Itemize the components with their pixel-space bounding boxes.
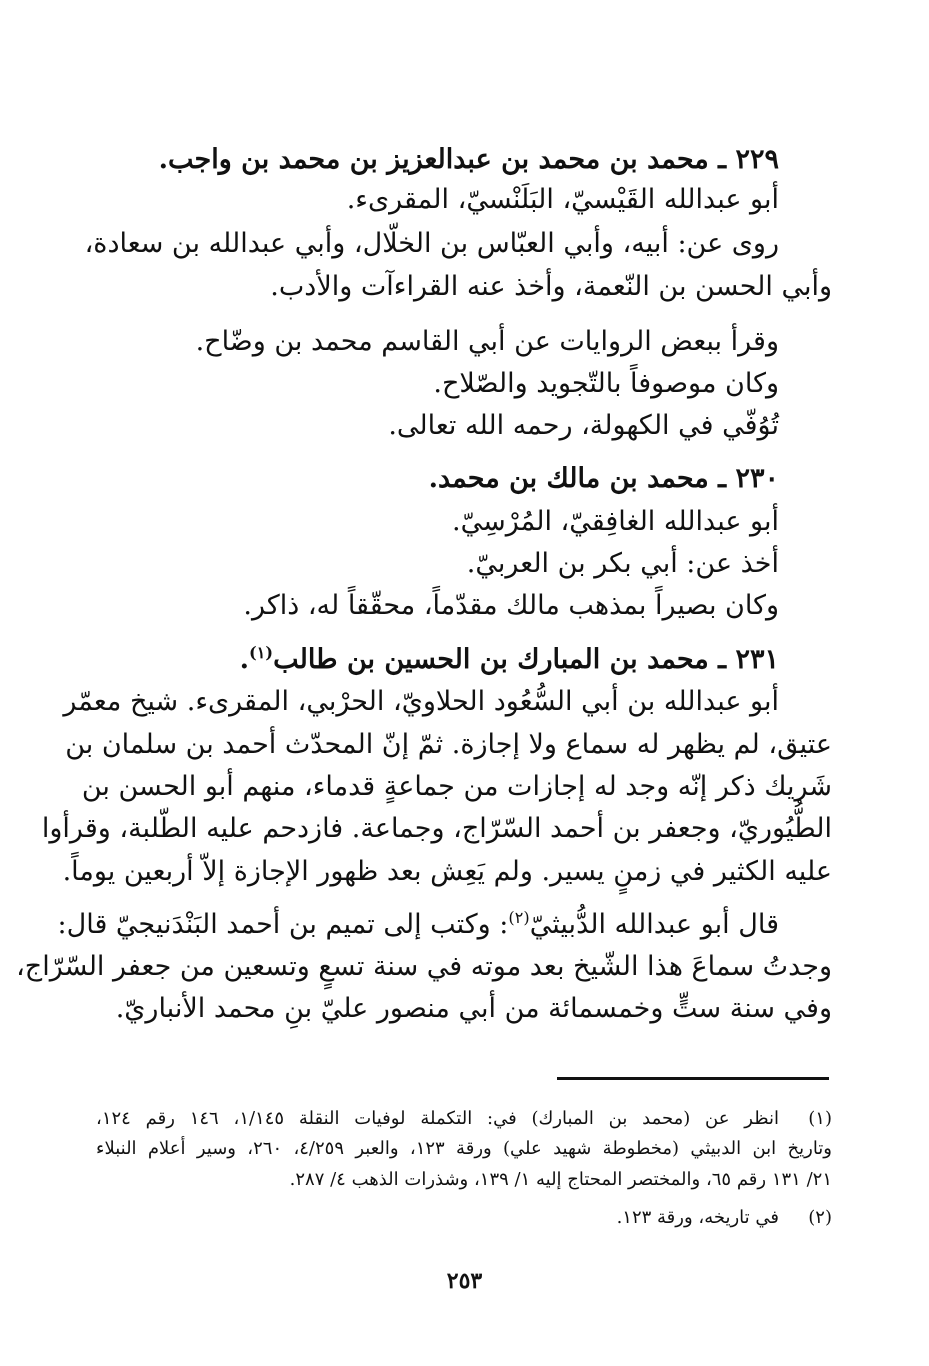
- footnote-separator: [557, 1077, 829, 1080]
- entry-229-line-3: وأبي الحسن بن النّعمة، وأخذ عنه القراءآت والأدب.: [270, 271, 832, 302]
- entry-231-quote-line-1: [57, 908, 780, 940]
- entry-231-line-2: عتيق، لم يظهر له سماع ولا إجازة. ثمّ إنّ المحدّث أحمد بن سلمان بن: [65, 729, 832, 760]
- entry-231-quote-line-2: وجدتُ سماعَ هذا الشّيخ بعد موته في سنة تسعٍ وتسعين من جعفر السّرّاج،: [16, 951, 832, 982]
- entry-231-line-5: عليه الكثير في زمنٍ يسير. ولم يَعِش بعد ظهور الإجازة إلاّ أربعين يوماً.: [62, 856, 832, 887]
- footnote-1-line-1: انظر عن (محمد بن المبارك) في: التكملة لوفيات النقلة ١/١٤٥، ١٤٦ رقم ١٢٤،: [96, 1108, 780, 1129]
- entry-229-line-4: وقرأ ببعض الروايات عن أبي القاسم محمد بن وضّاح.: [195, 326, 779, 357]
- quote-rest: : وكتب إلى تميم بن أحمد البَنْدَنيجيّ قال:: [57, 909, 509, 940]
- footnote-1-number: (١): [808, 1108, 832, 1129]
- entry-230-heading: ٢٣٠ ـ محمد بن مالك بن محمد.: [428, 463, 779, 494]
- entry-229-line-6: تُوُفّي في الكهولة، رحمه الله تعالى.: [388, 410, 779, 441]
- footnote-ref-1: (١): [249, 643, 274, 662]
- footnote-2-line-1: في تاريخه، ورقة ١٢٣.: [616, 1207, 779, 1228]
- entry-231-quote-line-3: وفي سنة ستٍّ وخمسمائة من أبي منصور عليّ بنِ محمد الأنباريّ.: [115, 993, 832, 1024]
- entry-231-line-4: الطُّيُوريّ، وجعفر بن أحمد السّرّاج، وجماعة. فازدحم عليه الطّلبة، وقرأوا: [41, 813, 832, 844]
- footnote-1-line-2: وتاريخ ابن الدبيثي (مخطوطة شهيد علي) ورقة ١٢٣، والعبر ٤/٢٥٩، ٢٦٠، وسير أعلام النبلاء: [96, 1138, 833, 1159]
- entry-229-line-2: روى عن: أبيه، وأبي العبّاس بن الخلّال، وأبي عبدالله بن سعادة،: [84, 228, 779, 259]
- footnote-ref-2: (٢): [508, 908, 530, 927]
- entry-229-heading: ٢٢٩ ـ محمد بن محمد بن عبدالعزيز بن محمد بن واجب.: [158, 144, 779, 175]
- entry-230-line-2: أخذ عن: أبي بكر بن العربيّ.: [466, 548, 779, 579]
- entry-231-line-1: أبو عبدالله بن أبي السُّعُود الحلاويّ، الحرْبي، المقرىء. شيخ معمّر: [63, 686, 779, 717]
- entry-231-heading-end: .: [239, 644, 250, 675]
- entry-231-heading-text: ٢٣١ ـ محمد بن المبارك بن الحسين بن طالب: [273, 644, 779, 675]
- page-number: ٢٥٣: [446, 1268, 483, 1294]
- entry-229-line-5: وكان موصوفاً بالتّجويد والصّلاح.: [433, 368, 779, 399]
- entry-230-line-1: أبو عبدالله الغافِقيّ، المُرْسِيّ.: [452, 506, 779, 537]
- entry-229-line-1: أبو عبدالله القَيْسيّ، البَلَنْسيّ، المقرىء.: [346, 184, 779, 215]
- quote-start: قال أبو عبدالله الدُّبيثيّ: [529, 909, 779, 940]
- footnote-2-number: (٢): [808, 1207, 832, 1228]
- entry-231-line-3: شَريك ذكر إنّه وجد له إجازات من جماعةٍ قدماء، منهم أبو الحسن بن: [81, 771, 832, 802]
- footnote-1-line-3: ٢١/ ١٣١ رقم ٦٥، والمختصر المحتاج إليه ١/ ١٣٩، وشذرات الذهب ٤/ ٢٨٧.: [289, 1169, 832, 1190]
- entry-230-line-3: وكان بصيراً بمذهب مالك مقدّماً، محقّقاً له، ذاكر.: [243, 590, 779, 621]
- entry-231-heading: [239, 643, 779, 675]
